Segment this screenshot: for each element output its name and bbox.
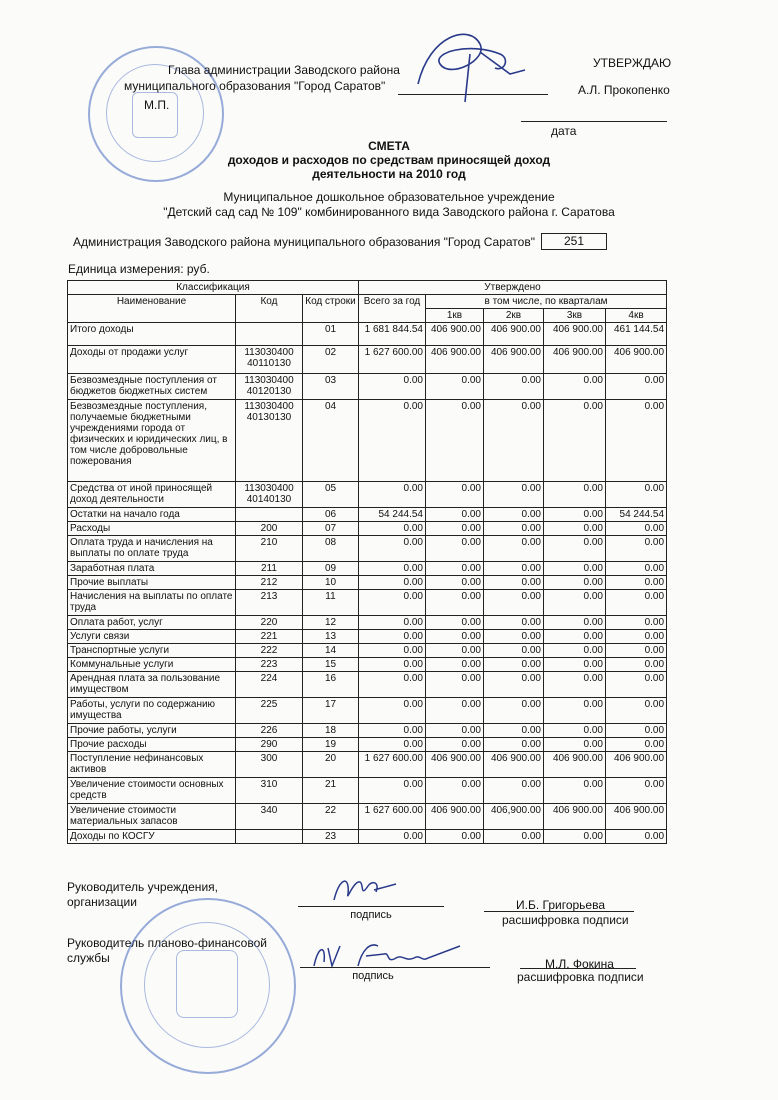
cell-q4: 406 900.00 — [606, 752, 667, 778]
cell-row: 08 — [303, 536, 359, 562]
cell-code: 113030400 40110130 — [236, 346, 303, 374]
cell-q3: 0.00 — [544, 672, 606, 698]
header-q3: 3кв — [544, 309, 606, 323]
cell-code: 221 — [236, 630, 303, 644]
cell-row: 12 — [303, 616, 359, 630]
cell-q2: 406 900.00 — [484, 323, 544, 346]
cell-q4: 0.00 — [606, 562, 667, 576]
cell-q2: 0.00 — [484, 616, 544, 630]
document-subtitle-line2: деятельности на 2010 год — [312, 167, 466, 181]
cell-name: Оплата работ, услуг — [68, 616, 236, 630]
cell-q4: 0.00 — [606, 522, 667, 536]
cell-q1: 0.00 — [426, 482, 484, 508]
administration-code: 251 — [541, 233, 607, 250]
cell-name: Начисления на выплаты по оплате труда — [68, 590, 236, 616]
table-row — [68, 778, 667, 804]
table-row — [68, 400, 667, 482]
document-subtitle-line1: доходов и расходов по средствам приносящей доход — [227, 153, 551, 167]
cell-q2: 0.00 — [484, 830, 544, 844]
cell-q2: 406,900.00 — [484, 804, 544, 830]
cell-name: Транспортные услуги — [68, 644, 236, 658]
cell-q3: 0.00 — [544, 698, 606, 724]
head-signature — [330, 872, 400, 906]
table-row — [68, 616, 667, 630]
approve-label: УТВЕРЖДАЮ — [593, 56, 672, 70]
finance-label-line2: службы — [67, 951, 110, 965]
cell-q3: 0.00 — [544, 522, 606, 536]
cell-code: 113030400 40120130 — [236, 374, 303, 400]
table-row — [68, 482, 667, 508]
cell-row: 07 — [303, 522, 359, 536]
cell-q4: 0.00 — [606, 374, 667, 400]
cell-q1: 0.00 — [426, 630, 484, 644]
cell-code: 290 — [236, 738, 303, 752]
cell-q3: 0.00 — [544, 738, 606, 752]
cell-row: 03 — [303, 374, 359, 400]
cell-code: 226 — [236, 724, 303, 738]
budget-table — [67, 280, 667, 844]
cell-name: Итого доходы — [68, 323, 236, 346]
cell-q1: 0.00 — [426, 830, 484, 844]
cell-name: Работы, услуги по содержанию имущества — [68, 698, 236, 724]
cell-q4: 0.00 — [606, 400, 667, 482]
date-label: дата — [551, 124, 577, 138]
cell-name: Прочие работы, услуги — [68, 724, 236, 738]
cell-total: 0.00 — [359, 522, 426, 536]
cell-q1: 0.00 — [426, 400, 484, 482]
cell-q4: 0.00 — [606, 738, 667, 752]
cell-q4: 0.00 — [606, 536, 667, 562]
cell-q1: 0.00 — [426, 672, 484, 698]
cell-q1: 0.00 — [426, 658, 484, 672]
table-row — [68, 672, 667, 698]
cell-q4: 0.00 — [606, 482, 667, 508]
cell-row: 04 — [303, 400, 359, 482]
cell-name: Доходы от продажи услуг — [68, 346, 236, 374]
institution-line2: "Детский сад сад № 109" комбинированного вида Заводского района г. Саратова — [163, 205, 615, 219]
table-row — [68, 346, 667, 374]
table-row — [68, 536, 667, 562]
cell-q3: 0.00 — [544, 616, 606, 630]
cell-q4: 406 900.00 — [606, 346, 667, 374]
cell-code: 310 — [236, 778, 303, 804]
cell-total: 0.00 — [359, 590, 426, 616]
cell-code: 212 — [236, 576, 303, 590]
cell-total: 0.00 — [359, 778, 426, 804]
cell-q4: 0.00 — [606, 698, 667, 724]
cell-row: 06 — [303, 508, 359, 522]
cell-row: 21 — [303, 778, 359, 804]
cell-total: 1 627 600.00 — [359, 752, 426, 778]
table-row — [68, 630, 667, 644]
cell-total: 0.00 — [359, 400, 426, 482]
cell-total: 54 244.54 — [359, 508, 426, 522]
finance-signature-caption: подпись — [352, 970, 394, 982]
cell-q3: 0.00 — [544, 830, 606, 844]
cell-total: 1 681 844.54 — [359, 323, 426, 346]
cell-code: 113030400 40130130 — [236, 400, 303, 482]
cell-code: 223 — [236, 658, 303, 672]
cell-q4: 0.00 — [606, 724, 667, 738]
table-row — [68, 698, 667, 724]
cell-q3: 0.00 — [544, 562, 606, 576]
cell-q1: 406 900.00 — [426, 346, 484, 374]
cell-q4: 0.00 — [606, 672, 667, 698]
cell-name: Оплата труда и начисления на выплаты по оплате труда — [68, 536, 236, 562]
table-row — [68, 752, 667, 778]
budget-table-body — [68, 323, 667, 844]
table-row — [68, 562, 667, 576]
cell-name: Безвозмездные поступления, получаемые бюджетными учреждениями города от физических и юридических лиц, в том числе добровольные пожерования — [68, 400, 236, 482]
document-title: СМЕТА — [368, 139, 410, 153]
table-row — [68, 658, 667, 672]
cell-row: 17 — [303, 698, 359, 724]
cell-q1: 0.00 — [426, 724, 484, 738]
cell-q1: 0.00 — [426, 576, 484, 590]
cell-total: 0.00 — [359, 482, 426, 508]
cell-name: Увеличение стоимости материальных запасов — [68, 804, 236, 830]
cell-total: 0.00 — [359, 576, 426, 590]
cell-total: 0.00 — [359, 672, 426, 698]
cell-name: Доходы по КОСГУ — [68, 830, 236, 844]
cell-code: 300 — [236, 752, 303, 778]
header-approved: Утверждено — [359, 281, 667, 295]
approver-position-line1: Глава администрации Заводского района — [168, 63, 400, 77]
head-label-line2: организации — [67, 895, 137, 909]
cell-row: 23 — [303, 830, 359, 844]
finance-name: М.Л. Фокина — [545, 957, 614, 971]
cell-q1: 0.00 — [426, 644, 484, 658]
cell-q2: 0.00 — [484, 644, 544, 658]
cell-q4: 54 244.54 — [606, 508, 667, 522]
cell-q1: 0.00 — [426, 562, 484, 576]
cell-name: Безвозмездные поступления от бюджетов бюджетных систем — [68, 374, 236, 400]
cell-row: 10 — [303, 576, 359, 590]
official-stamp-bottom — [120, 898, 296, 1074]
head-signature-caption: подпись — [350, 909, 392, 921]
cell-q2: 0.00 — [484, 778, 544, 804]
table-row — [68, 724, 667, 738]
cell-code — [236, 508, 303, 522]
cell-q3: 406 900.00 — [544, 804, 606, 830]
table-row — [68, 323, 667, 346]
cell-q2: 0.00 — [484, 738, 544, 752]
cell-code: 211 — [236, 562, 303, 576]
header-name: Наименование — [68, 295, 236, 323]
cell-name: Коммунальные услуги — [68, 658, 236, 672]
cell-total: 0.00 — [359, 374, 426, 400]
cell-q3: 0.00 — [544, 724, 606, 738]
cell-q2: 0.00 — [484, 562, 544, 576]
cell-code: 220 — [236, 616, 303, 630]
approver-signature — [410, 24, 530, 104]
table-row — [68, 576, 667, 590]
stamp-place-label: М.П. — [144, 98, 170, 112]
cell-q2: 0.00 — [484, 400, 544, 482]
cell-total: 0.00 — [359, 616, 426, 630]
cell-code: 225 — [236, 698, 303, 724]
cell-q3: 0.00 — [544, 630, 606, 644]
cell-q1: 0.00 — [426, 374, 484, 400]
cell-name: Прочие расходы — [68, 738, 236, 752]
header-row-code: Код строки — [303, 295, 359, 323]
cell-q3: 0.00 — [544, 576, 606, 590]
head-name: И.Б. Григорьева — [516, 898, 606, 912]
cell-q2: 0.00 — [484, 374, 544, 400]
cell-name: Расходы — [68, 522, 236, 536]
head-decoding-caption: расшифровка подписи — [502, 913, 629, 927]
table-row — [68, 830, 667, 844]
table-row — [68, 374, 667, 400]
cell-row: 09 — [303, 562, 359, 576]
cell-q3: 0.00 — [544, 658, 606, 672]
cell-total: 1 627 600.00 — [359, 346, 426, 374]
cell-name: Средства от иной приносящей доход деятельности — [68, 482, 236, 508]
cell-q3: 406 900.00 — [544, 752, 606, 778]
cell-q2: 0.00 — [484, 658, 544, 672]
cell-name: Остатки на начало года — [68, 508, 236, 522]
cell-q1: 0.00 — [426, 536, 484, 562]
cell-q2: 0.00 — [484, 630, 544, 644]
cell-total: 0.00 — [359, 738, 426, 752]
cell-code — [236, 323, 303, 346]
cell-q4: 0.00 — [606, 830, 667, 844]
cell-row: 14 — [303, 644, 359, 658]
cell-q4: 0.00 — [606, 616, 667, 630]
table-row — [68, 644, 667, 658]
header-q1: 1кв — [426, 309, 484, 323]
header-code: Код — [236, 295, 303, 323]
cell-total: 0.00 — [359, 830, 426, 844]
administration-label: Администрация Заводского района муниципального образования "Город Саратов" — [73, 235, 535, 249]
cell-q3: 0.00 — [544, 536, 606, 562]
cell-row: 13 — [303, 630, 359, 644]
cell-name: Услуги связи — [68, 630, 236, 644]
cell-q1: 0.00 — [426, 522, 484, 536]
table-row — [68, 508, 667, 522]
cell-q2: 406 900.00 — [484, 346, 544, 374]
cell-q2: 0.00 — [484, 576, 544, 590]
cell-q3: 0.00 — [544, 400, 606, 482]
approver-position-line2: муниципального образования "Город Саратов" — [124, 79, 386, 93]
cell-q4: 461 144.54 — [606, 323, 667, 346]
cell-q2: 406 900.00 — [484, 752, 544, 778]
cell-row: 20 — [303, 752, 359, 778]
cell-q2: 0.00 — [484, 482, 544, 508]
cell-q4: 0.00 — [606, 644, 667, 658]
cell-code: 222 — [236, 644, 303, 658]
cell-q4: 0.00 — [606, 630, 667, 644]
cell-total: 0.00 — [359, 724, 426, 738]
finance-label-line1: Руководитель планово-финансовой — [67, 936, 267, 950]
cell-q4: 0.00 — [606, 590, 667, 616]
cell-q1: 0.00 — [426, 508, 484, 522]
cell-row: 18 — [303, 724, 359, 738]
cell-q3: 0.00 — [544, 482, 606, 508]
unit-of-measure: Единица измерения: руб. — [68, 262, 210, 276]
cell-row: 16 — [303, 672, 359, 698]
cell-row: 02 — [303, 346, 359, 374]
cell-q3: 406 900.00 — [544, 346, 606, 374]
cell-name: Увеличение стоимости основных средств — [68, 778, 236, 804]
cell-q1: 0.00 — [426, 590, 484, 616]
cell-q3: 406 900.00 — [544, 323, 606, 346]
cell-name: Заработная плата — [68, 562, 236, 576]
cell-q1: 0.00 — [426, 778, 484, 804]
cell-q3: 0.00 — [544, 374, 606, 400]
cell-q2: 0.00 — [484, 536, 544, 562]
cell-total: 0.00 — [359, 698, 426, 724]
cell-q3: 0.00 — [544, 778, 606, 804]
cell-total: 0.00 — [359, 630, 426, 644]
cell-total: 0.00 — [359, 658, 426, 672]
cell-row: 05 — [303, 482, 359, 508]
cell-code: 210 — [236, 536, 303, 562]
cell-q4: 406 900.00 — [606, 804, 667, 830]
cell-q1: 0.00 — [426, 698, 484, 724]
cell-name: Прочие выплаты — [68, 576, 236, 590]
table-row — [68, 804, 667, 830]
cell-code: 113030400 40140130 — [236, 482, 303, 508]
table-row — [68, 738, 667, 752]
cell-q4: 0.00 — [606, 576, 667, 590]
cell-row: 11 — [303, 590, 359, 616]
cell-code: 200 — [236, 522, 303, 536]
cell-q2: 0.00 — [484, 508, 544, 522]
cell-q3: 0.00 — [544, 644, 606, 658]
cell-q1: 406 900.00 — [426, 323, 484, 346]
cell-q4: 0.00 — [606, 778, 667, 804]
cell-q3: 0.00 — [544, 590, 606, 616]
header-q2: 2кв — [484, 309, 544, 323]
cell-code: 213 — [236, 590, 303, 616]
cell-total: 0.00 — [359, 536, 426, 562]
cell-q3: 0.00 — [544, 508, 606, 522]
cell-q1: 0.00 — [426, 616, 484, 630]
cell-row: 15 — [303, 658, 359, 672]
cell-q1: 406 900.00 — [426, 804, 484, 830]
approver-name: А.Л. Прокопенко — [578, 83, 670, 97]
table-row — [68, 590, 667, 616]
institution-line1: Муниципальное дошкольное образовательное учреждение — [223, 190, 555, 204]
cell-q2: 0.00 — [484, 672, 544, 698]
cell-row: 22 — [303, 804, 359, 830]
cell-code — [236, 830, 303, 844]
cell-total: 0.00 — [359, 562, 426, 576]
cell-total: 1 627 600.00 — [359, 804, 426, 830]
table-row — [68, 522, 667, 536]
head-label-line1: Руководитель учреждения, — [67, 880, 218, 894]
header-quarters: в том числе, по кварталам — [426, 295, 667, 309]
cell-code: 224 — [236, 672, 303, 698]
header-classification: Классификация — [68, 281, 359, 295]
cell-name: Арендная плата за пользование имуществом — [68, 672, 236, 698]
cell-total: 0.00 — [359, 644, 426, 658]
cell-q2: 0.00 — [484, 590, 544, 616]
cell-q1: 406 900.00 — [426, 752, 484, 778]
cell-q2: 0.00 — [484, 724, 544, 738]
cell-q2: 0.00 — [484, 698, 544, 724]
header-q4: 4кв — [606, 309, 667, 323]
finance-decoding-caption: расшифровка подписи — [517, 970, 644, 984]
cell-row: 19 — [303, 738, 359, 752]
cell-q1: 0.00 — [426, 738, 484, 752]
cell-row: 01 — [303, 323, 359, 346]
cell-code: 340 — [236, 804, 303, 830]
cell-name: Поступление нефинансовых активов — [68, 752, 236, 778]
header-total: Всего за год — [359, 295, 426, 323]
cell-q4: 0.00 — [606, 658, 667, 672]
cell-q2: 0.00 — [484, 522, 544, 536]
